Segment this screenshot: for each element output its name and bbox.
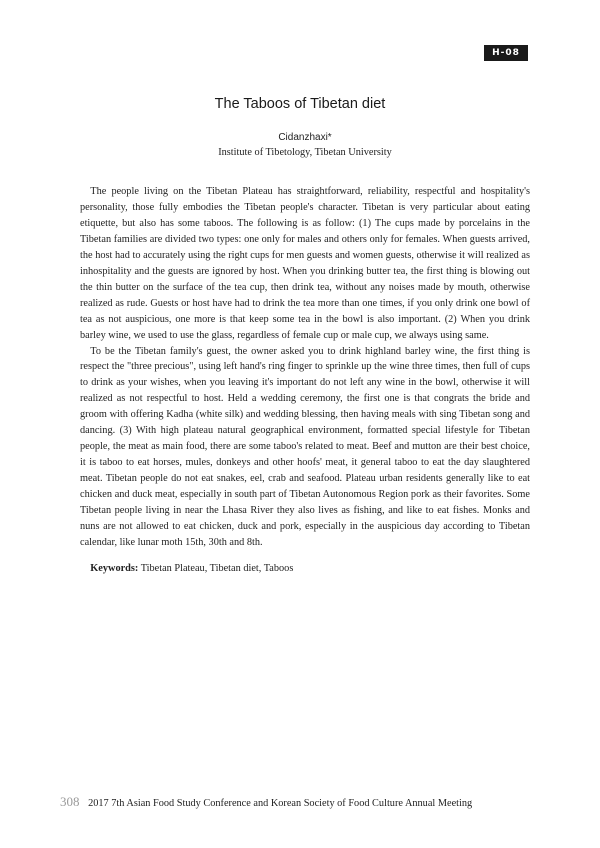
paper-title: The Taboos of Tibetan diet bbox=[214, 96, 386, 112]
session-code-badge: H-08 bbox=[484, 45, 528, 61]
abstract-paragraph-1: The people living on the Tibetan Plateau has straightforward, reliability, respectful and hospitality's personality, those fully embodies the Tibetan people's character. Tibetan is very particular about eating etiquette, but also has some taboos. The following is as follow: (1) The cups made by porcelains in the Tibetan families are divided two types: one only for males and others only for females. When guests arrived, the host had to accurately using the right cups for men guests and women guests, otherwise it will realized as inhospitality and the guests are ignored by host. When you drinking butter tea, the first thing is blowing out the thin butter on the surface of the tea cup, then drink tea, without any noises made by mouth, otherwise realized as rude. Guests or host have had to drink the tea more than one times, if you only drink one bowl of tea as not auspicious, one more is that keep some tea in the bowl is also important. (2) When you drink barley wine, we used to use the glass, regardless of female cup or male cup, we always using same. bbox=[80, 186, 530, 341]
page-footer bbox=[60, 794, 540, 810]
keywords-label: Keywords: bbox=[90, 563, 139, 574]
page-number: 308 bbox=[60, 794, 80, 809]
abstract-paragraph-2: To be the Tibetan family's guest, the owner asked you to drink highland barley wine, the first thing is respect the "three precious", using left hand's ring finger to sprinkle up the wine three times, then full of cups to drink as your wishes, when you leaving it's important do not left any wine in the bowl, otherwise it will realized as not respectful to host. Held a wedding ceremony, the first one is that congrats the bride and groom with offering Kadha (white silk) and wedding blessing, then having meals with sing Tibetan song and dancing. (3) With high plateau natural geographical environment, formatted special lifestyle for Tibetan people, the meat as main food, there are some taboo's related to meat. Beef and mutton are their best choice, it is taboo to eat horses, mules, donkeys and other hoofs' meat, it general taboo to eat the day slaughtered meat. Tibetan people do not eat snakes, eel, crab and seafood. Plateau urban residents generally like to eat chicken and duck meat, especially in south part of Tibetan Autonomous Region pork as their favorites. Some Tibetan people living in near the Lhasa River they also lives as fishing, and like to eat fishes. Monks and nuns are not allowed to eat chicken, duck and pork, especially in the auspicious day according to Tibetan calendar, like lunar moth 15th, 30th and 8th. bbox=[80, 345, 530, 548]
abstract-body bbox=[80, 184, 530, 551]
conference-name: 2017 7th Asian Food Study Conference and Korean Society of Food Culture Annual Meeting bbox=[88, 798, 473, 809]
author-affiliation: Institute of Tibetology, Tibetan University bbox=[218, 147, 392, 158]
keywords-line bbox=[80, 561, 530, 577]
author-name: Cidanzhaxi* bbox=[278, 132, 332, 143]
keywords-text: Tibetan Plateau, Tibetan diet, Taboos bbox=[140, 563, 294, 574]
